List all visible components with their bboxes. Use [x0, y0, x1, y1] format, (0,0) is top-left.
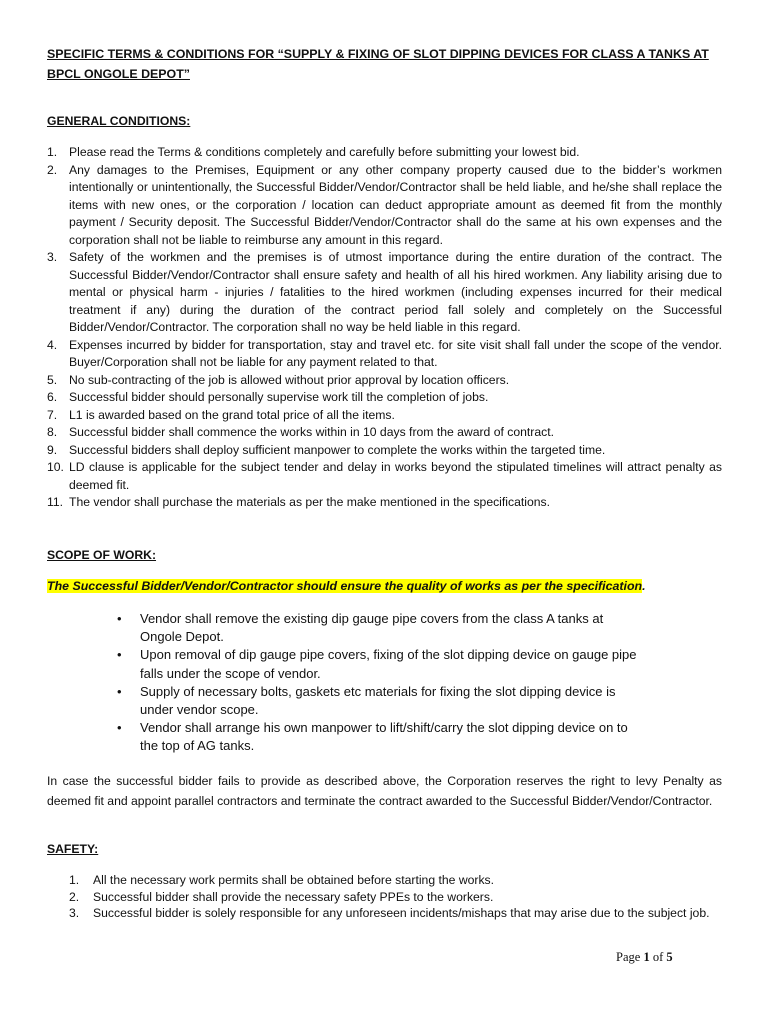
list-item: [47, 424, 722, 442]
list-item-number: 3.: [47, 250, 58, 264]
list-item: [117, 646, 637, 682]
list-item-text: Please read the Terms & conditions completely and carefully before submitting your lowest bid.: [69, 145, 580, 159]
bullet-icon: •: [117, 683, 122, 699]
list-item-text: Upon removal of dip gauge pipe covers, fixing of the slot dipping device on gauge pipe falls under the scope of vendor.: [140, 647, 637, 681]
list-item-number: 11.: [47, 495, 64, 509]
list-item-text: Successful bidder is solely responsible for any unforeseen incidents/mishaps that may arise due to the subject job.: [93, 906, 710, 920]
list-item-number: 8.: [47, 425, 58, 439]
list-item-text: Safety of the workmen and the premises is of utmost importance during the entire duration of the contract. The Successful Bidder/Vendor/Contractor shall ensure safety and health of all his hired workmen. Any liability arising due to mental or physical harm - injuries / fatalities to the hired workmen (including expenses incurred for their medical treatment if any) during the duration of the contract period fall solely and completely on the Successful Bidder/Vendor/Contractor. The corporation shall no way be held liable in this regard.: [69, 250, 722, 334]
list-item-number: 2.: [69, 889, 80, 904]
list-item-text: L1 is awarded based on the grand total price of all the items.: [69, 407, 395, 422]
list-item: [47, 407, 722, 425]
list-item-text: Successful bidders shall deploy sufficient manpower to complete the works within the targeted time.: [69, 442, 606, 457]
list-item: [69, 872, 722, 889]
list-item: [47, 249, 722, 337]
list-item: [47, 459, 722, 494]
list-item-text: Expenses incurred by bidder for transportation, stay and travel etc. for site visit shall fall under the scope of the vendor. Buyer/Corporation shall not be liable for any payment related to that.: [69, 337, 722, 369]
scope-of-work-heading: SCOPE OF WORK:: [47, 548, 157, 562]
scope-bullet-list: [117, 610, 637, 756]
list-item: [47, 389, 722, 407]
list-item-text: The vendor shall purchase the materials as per the make mentioned in the specifications.: [69, 495, 550, 509]
safety-list: [69, 872, 722, 922]
list-item: [47, 372, 722, 390]
list-item-text: Any damages to the Premises, Equipment or any other company property caused due to the bidder’s workmen intentionally or unintentionally, the Successful Bidder/Vendor/Contractor shall be held liable, and he/she shall replace the items with new ones, or the corporation / location can deduct appropriate amount as deemed fit from the monthly payment / Security deposit. The Successful Bidder/Vendor/Contractor shall do the same at his own expenses and the corporation shall not be liable to reimburse any amount in this regard.: [69, 162, 722, 247]
list-item: [69, 905, 722, 922]
list-item-text: All the necessary work permits shall be obtained before starting the works.: [93, 873, 495, 887]
bullet-icon: •: [117, 720, 122, 736]
of-word: of: [652, 950, 664, 964]
list-item: [47, 162, 722, 250]
list-item: [47, 144, 722, 162]
list-item: [117, 683, 637, 719]
list-item: [117, 610, 637, 646]
list-item: [47, 337, 722, 372]
list-item-number: 2.: [47, 162, 58, 177]
penalty-paragraph: In case the successful bidder fails to provide as described above, the Corporation reserves the right to levy Penalty as deemed fit and appoint parallel contractors and terminate the contract awarded to the Successful Bidder/Vendor/Contractor.: [47, 774, 722, 808]
highlighted-text: The Successful Bidder/Vendor/Contractor should ensure the quality of works as per the specification: [47, 579, 643, 593]
safety-heading: SAFETY:: [47, 842, 99, 856]
page-total: 5: [666, 950, 673, 964]
list-item-text: Successful bidder shall provide the necessary safety PPEs to the workers.: [93, 889, 494, 904]
list-item-number: 1.: [69, 873, 80, 887]
general-conditions-heading: GENERAL CONDITIONS:: [47, 114, 191, 128]
highlight-end-punct: .: [642, 579, 646, 593]
general-conditions-list: [47, 144, 722, 512]
list-item-number: 1.: [47, 145, 58, 159]
list-item-number: 3.: [69, 906, 80, 920]
list-item-number: 5.: [47, 372, 58, 387]
list-item: [117, 719, 637, 755]
list-item-text: Supply of necessary bolts, gaskets etc materials for fixing the slot dipping device is under vendor scope.: [140, 683, 616, 718]
list-item-number: 9.: [47, 442, 58, 457]
list-item-text: Successful bidder shall commence the works within in 10 days from the award of contract.: [69, 425, 555, 439]
bullet-icon: •: [117, 611, 122, 626]
list-item: [69, 889, 722, 906]
list-item-text: No sub-contracting of the job is allowed without prior approval by location officers.: [69, 372, 510, 387]
list-item-text: Vendor shall remove the existing dip gauge pipe covers from the class A tanks at Ongole Depot.: [140, 611, 604, 645]
page-current: 1: [643, 950, 650, 964]
bullet-icon: •: [117, 647, 122, 663]
list-item-number: 4.: [47, 337, 58, 352]
page-word: Page: [616, 950, 641, 964]
list-item-number: 10.: [47, 460, 64, 474]
document-title: SPECIFIC TERMS & CONDITIONS FOR “SUPPLY & FIXING OF SLOT DIPPING DEVICES FOR CLASS A TANKS AT BPCL ONGOLE DEPOT”: [47, 47, 709, 81]
list-item-number: 7.: [47, 407, 58, 422]
list-item-text: Vendor shall arrange his own manpower to lift/shift/carry the slot dipping device on to the top of AG tanks.: [140, 720, 628, 754]
scope-highlight-statement: [47, 577, 646, 595]
list-item-text: LD clause is applicable for the subject tender and delay in works beyond the stipulated timelines will attract penalty as deemed fit.: [69, 460, 722, 492]
list-item: [47, 442, 722, 460]
list-item-number: 6.: [47, 390, 58, 404]
list-item: [47, 494, 722, 512]
page-number-footer: [616, 950, 673, 965]
list-item-text: Successful bidder should personally supervise work till the completion of jobs.: [69, 390, 489, 404]
